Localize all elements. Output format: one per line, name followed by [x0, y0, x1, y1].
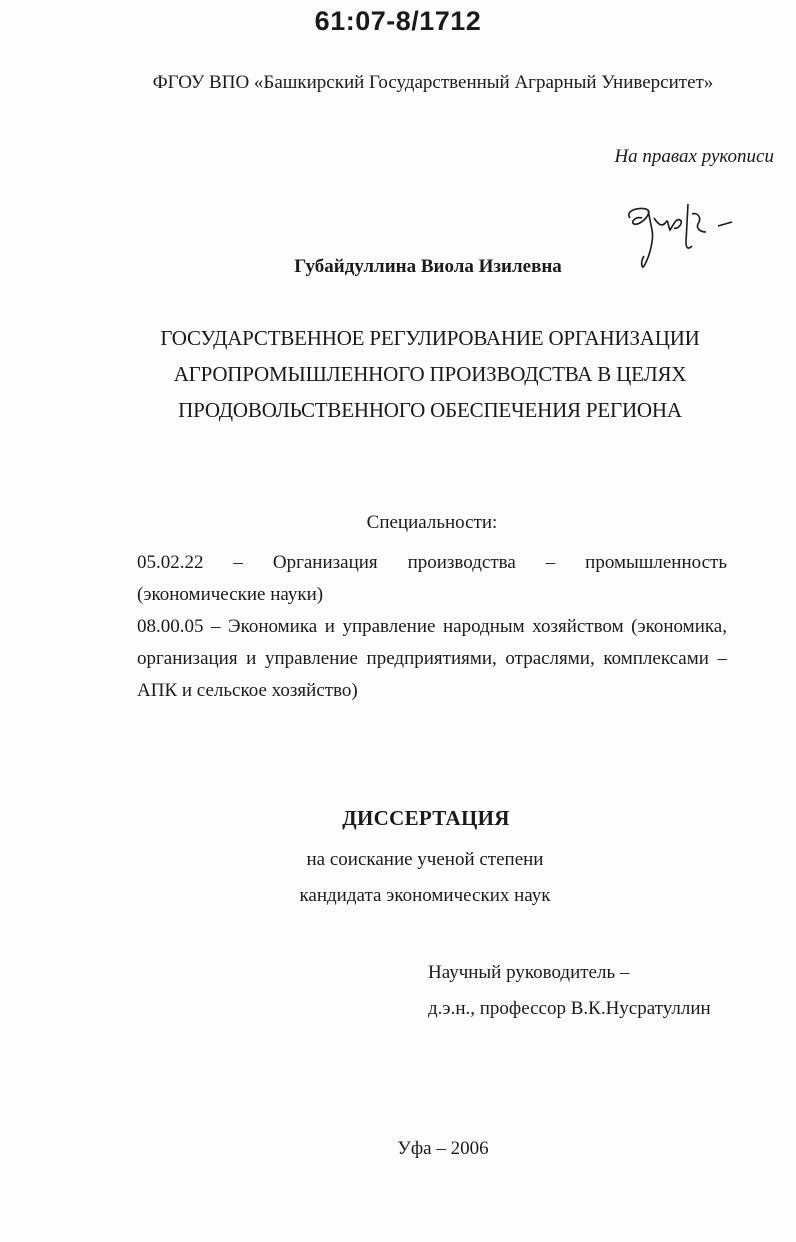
supervisor-name: д.э.н., профессор В.К.Нусратуллин	[428, 998, 711, 1019]
specialties-heading: Специальности:	[366, 512, 498, 533]
degree-info	[0, 842, 796, 914]
title-line: АГРОПРОМЫШЛЕННОГО ПРОИЗВОДСТВА В ЦЕЛЯХ	[173, 362, 687, 386]
catalog-number: 61:07-8/1712	[314, 6, 482, 36]
specialties-list	[137, 547, 727, 707]
author-name: Губайдуллина Виола Изилевна	[294, 256, 562, 277]
title-line: ПРОДОВОЛЬСТВЕННОГО ОБЕСПЕЧЕНИЯ РЕГИОНА	[178, 398, 682, 422]
rights-note: На правах рукописи	[614, 146, 774, 167]
dissertation-label: ДИССЕРТАЦИЯ	[342, 806, 510, 830]
degree-line: кандидата экономических наук	[299, 885, 551, 906]
institution-name: ФГОУ ВПО «Башкирский Государственный Аграрный Университет»	[152, 72, 714, 93]
thesis-title	[0, 320, 796, 428]
place-year: Уфа – 2006	[397, 1138, 489, 1159]
degree-line: на соискание ученой степени	[306, 849, 544, 870]
supervisor-block	[428, 955, 711, 1027]
specialty-item: 05.02.22 – Организация производства – промышленность (экономические науки)	[137, 552, 727, 605]
title-line: ГОСУДАРСТВЕННОЕ РЕГУЛИРОВАНИЕ ОРГАНИЗАЦИИ	[160, 326, 700, 350]
specialty-item: 08.00.05 – Экономика и управление народным хозяйством (экономика, организация и управление предприятиями, отраслями, комплексами – АПК и сельское хозяйство)	[137, 616, 727, 701]
supervisor-role: Научный руководитель –	[428, 962, 630, 983]
